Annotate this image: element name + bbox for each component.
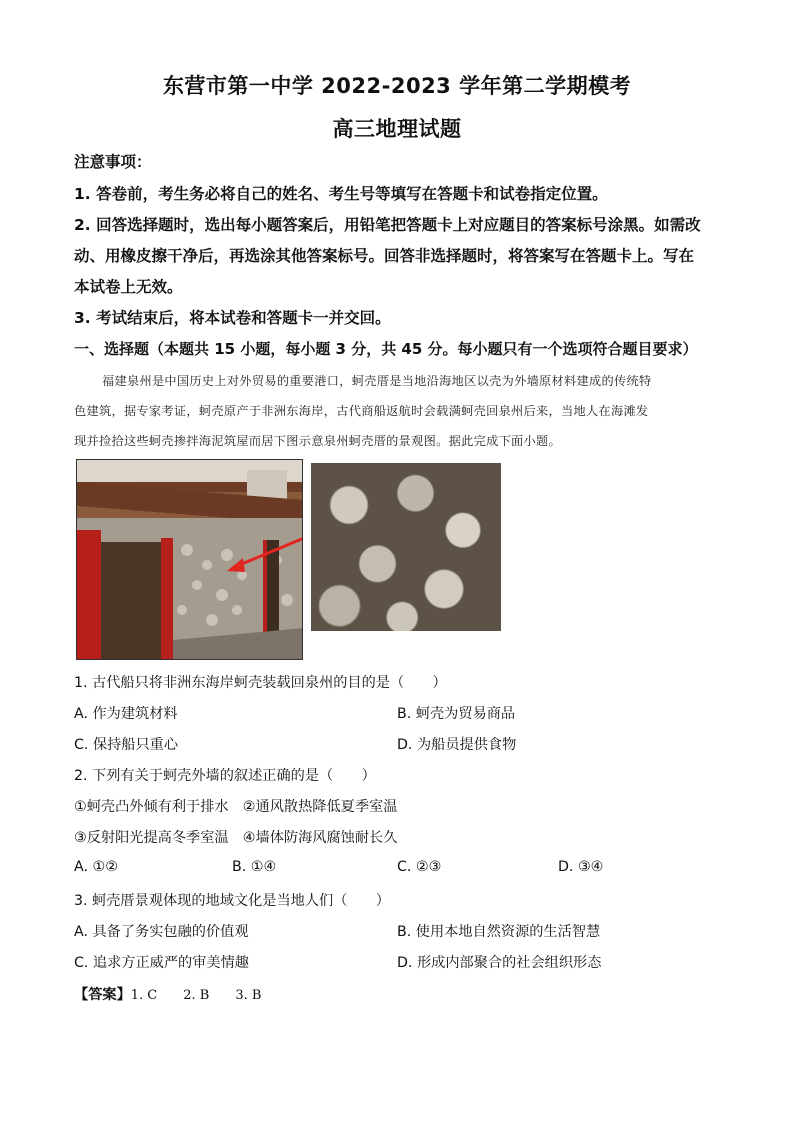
red-couplet-right <box>161 538 173 660</box>
q2-statements-line-2: ③反射阳光提高冬季室温 ④墙体防海风腐蚀耐长久 <box>74 830 398 846</box>
red-couplet-left <box>77 530 101 660</box>
q1-option-b: B. 蚵壳为贸易商品 <box>397 706 516 722</box>
q3-option-a: A. 具备了务实包融的价值观 <box>74 924 249 940</box>
q1-option-d: D. 为船员提供食物 <box>397 737 517 753</box>
oyster-shell-closeup-photo <box>311 463 501 631</box>
q3-option-b: B. 使用本地自然资源的生活智慧 <box>397 924 601 940</box>
q2-option-a: A. ①② <box>74 859 118 875</box>
house-photo-illustration <box>77 460 303 660</box>
notice-item-2-line-3: 本试卷上无效。 <box>74 278 183 296</box>
notice-heading: 注意事项： <box>74 153 152 171</box>
q1-option-a: A. 作为建筑材料 <box>74 706 178 722</box>
q3-option-d: D. 形成内部聚合的社会组织形态 <box>397 955 602 971</box>
q3-option-c: C. 追求方正威严的审美情趣 <box>74 955 249 971</box>
notice-item-3: 3. 考试结束后，将本试卷和答题卡一并交回。 <box>74 309 391 327</box>
q2-statements-line-1: ①蚵壳凸外倾有利于排水 ②通风散热降低夏季室温 <box>74 799 398 815</box>
notice-item-1: 1. 答卷前，考生务必将自己的姓名、考生号等填写在答题卡和试卷指定位置。 <box>74 185 608 203</box>
q2-option-d: D. ③④ <box>558 859 604 875</box>
notice-item-2-line-1: 2. 回答选择题时，选出每小题答案后，用铅笔把答题卡上对应题目的答案标号涂黑。如需改 <box>74 216 701 234</box>
exam-title-line1: 东营市第一中学 2022-2023 学年第二学期模考 <box>162 74 632 98</box>
notice-item-2-line-2: 动、用橡皮擦干净后，再选涂其他答案标号。回答非选择题时，将答案写在答题卡上。写在 <box>74 247 695 265</box>
answer-values: 1. C 2. B 3. B <box>130 988 262 1003</box>
exam-title-line2: 高三地理试题 <box>332 117 462 141</box>
q1-stem: 1. 古代船只将非洲东海岸蚵壳装载回泉州的目的是（ ） <box>74 675 447 691</box>
q2-stem: 2. 下列有关于蚵壳外墙的叙述正确的是（ ） <box>74 768 376 784</box>
q2-option-c: C. ②③ <box>397 859 442 875</box>
passage-line-2: 色建筑，据专家考证，蚵壳原产于非洲东海岸，古代商船返航时会载满蚵壳回泉州后来，当地人在海滩发 <box>74 404 649 418</box>
q3-stem: 3. 蚵壳厝景观体现的地域文化是当地人们（ ） <box>74 893 390 909</box>
q2-option-b: B. ①④ <box>232 859 277 875</box>
answer-line <box>74 984 261 1004</box>
passage-line-1: 福建泉州是中国历史上对外贸易的重要港口，蚵壳厝是当地沿海地区以壳为外墙原材料建成的传统特 <box>102 374 652 388</box>
q1-option-c: C. 保持船只重心 <box>74 737 179 753</box>
wooden-door <box>101 542 161 660</box>
passage-line-3: 现并捡拾这些蚵壳掺拌海泥筑屋而居下图示意泉州蚵壳厝的景观图。据此完成下面小题。 <box>74 434 562 448</box>
section-1-heading: 一、选择题（本题共 15 小题，每小题 3 分，共 45 分。每小题只有一个选项符合题目要求） <box>74 340 698 358</box>
answer-tag: 【答案】 <box>74 987 131 1003</box>
oyster-shell-house-photo <box>76 459 303 660</box>
